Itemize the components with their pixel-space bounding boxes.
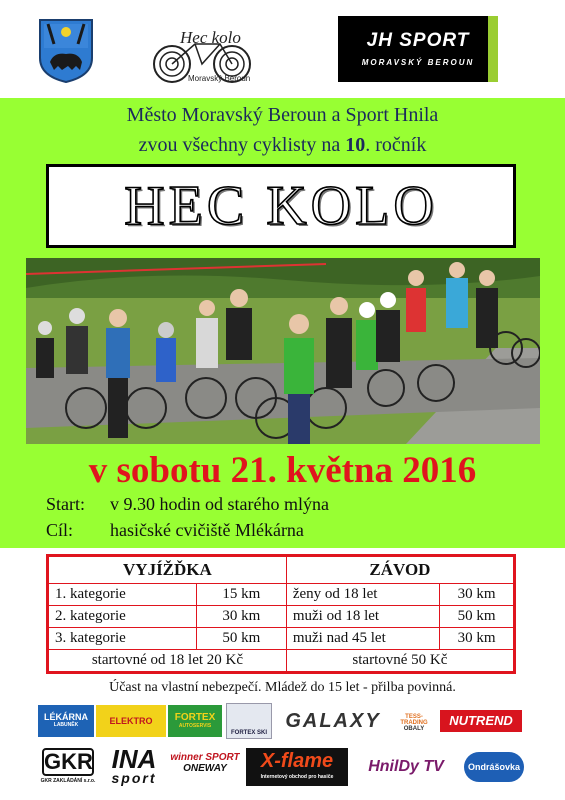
intro-line-1: Město Moravský Beroun a Sport Hnila <box>126 104 439 126</box>
gkr-text: GKR <box>44 749 93 774</box>
table-row <box>49 606 514 628</box>
vyjizdka-distance: 50 km <box>196 628 286 650</box>
winner-subtext: ONEWAY <box>183 763 227 774</box>
sponsor-galaxy: GALAXY <box>285 710 381 732</box>
hec-logo-subtext: Moravský Beroun <box>188 74 251 83</box>
event-date: v sobotu 21. května 2016 <box>88 450 477 491</box>
event-title: HEC KOLO <box>124 175 438 237</box>
hec-kolo-logo <box>150 14 258 86</box>
sponsor-fortex-ski: FORTEX SKI <box>226 703 272 739</box>
start-label: Start: <box>46 494 85 514</box>
start-value: v 9.30 hodin od starého mlýna <box>110 494 329 514</box>
vyjizdka-distance: 15 km <box>196 584 286 606</box>
sponsor-nutrend: NUTREND <box>440 710 522 732</box>
sponsor-x-flame <box>246 748 348 786</box>
vyjizdka-category: 3. kategorie <box>49 628 197 650</box>
zavod-category: muži od 18 let <box>286 606 439 628</box>
fee-row <box>49 650 514 672</box>
intro-line-2-pre: zvou všechny cyklisty na <box>138 134 346 156</box>
sponsor-fortex <box>168 705 222 737</box>
xflame-text: X-flame <box>260 750 334 772</box>
vyjizdka-fee: startovné od 18 let 20 Kč <box>49 650 287 672</box>
sponsor-winner-sport <box>170 752 240 782</box>
zavod-distance: 50 km <box>440 606 514 628</box>
jh-logo-subtitle: MORAVSKÝ BEROUN <box>361 58 475 67</box>
fortex-text: FORTEX <box>174 712 216 723</box>
jh-logo-title: JH SPORT <box>366 30 470 51</box>
zavod-distance: 30 km <box>440 628 514 650</box>
cyclists-photo <box>26 258 540 444</box>
vyjizdka-distance: 30 km <box>196 606 286 628</box>
table-header-row <box>49 557 514 584</box>
title-box <box>46 164 516 248</box>
winner-text: winner SPORT <box>170 752 240 763</box>
vyjizdka-category: 1. kategorie <box>49 584 197 606</box>
fortex-subtext: AUTOSERVIS <box>178 723 212 729</box>
lekarna-text: LÉKÁRNA <box>44 712 88 722</box>
table-row <box>49 628 514 650</box>
table-row <box>49 584 514 606</box>
tess-subtext: OBALY <box>403 726 425 732</box>
categories-table <box>46 554 516 674</box>
jh-sport-logo <box>338 16 498 82</box>
hec-logo-text: Hec kolo <box>180 28 241 47</box>
zavod-fee: startovné 50 Kč <box>286 650 513 672</box>
intro-line-2 <box>0 134 565 157</box>
zavod-distance: 30 km <box>440 584 514 606</box>
sponsor-elektro-handl: ELEKTRO <box>96 705 166 737</box>
sponsor-ina-sport <box>104 746 164 786</box>
sponsor-tess-trading <box>394 706 434 738</box>
town-coat-of-arms <box>38 18 94 84</box>
finish-label: Cíl: <box>46 520 74 540</box>
sponsor-hnildy-tv: HnilDy TV <box>368 758 444 775</box>
lekarna-subtext: LABUNĚK <box>53 722 79 728</box>
zavod-category: muži nad 45 let <box>286 628 439 650</box>
safety-note: Účast na vlastní nebezpečí. Mládež do 15 let - přilba povinná. <box>109 680 456 695</box>
edition-number: 10 <box>345 134 366 156</box>
sponsor-ondrasovka: Ondrášovka <box>464 752 524 782</box>
ina-text: INA <box>111 746 157 774</box>
ina-subtext: sport <box>111 770 157 786</box>
zavod-header: ZÁVOD <box>286 557 513 584</box>
gkr-subtext: GKR ZAKLÁDÁNÍ s.r.o. <box>40 778 96 784</box>
intro-line-2-post: . ročník <box>365 134 427 156</box>
finish-value: hasičské cvičiště Mlékárna <box>110 520 304 540</box>
sponsor-gkr <box>38 748 98 786</box>
tess-text: TESS-TRADING <box>400 714 428 726</box>
vyjizdka-category: 2. kategorie <box>49 606 197 628</box>
zavod-category: ženy od 18 let <box>286 584 439 606</box>
xflame-subtext: Internetový obchod pro hasiče <box>260 774 334 780</box>
vyjizdka-header: VYJÍŽĎKA <box>49 557 287 584</box>
sponsor-lekarna <box>38 705 94 737</box>
